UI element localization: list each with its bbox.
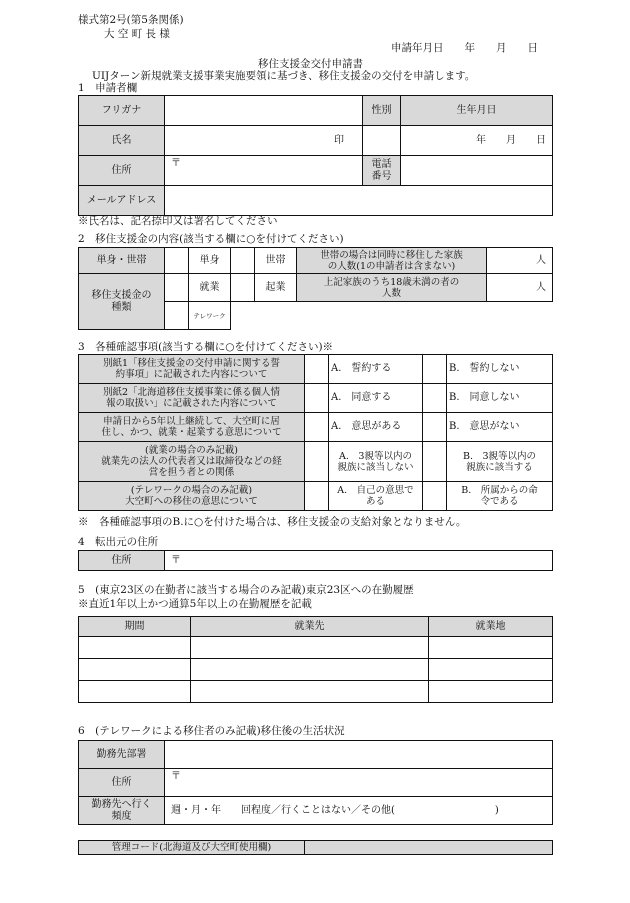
management-code-field[interactable] [305, 841, 553, 855]
confirmation-item: 別紙1「移住支援金の交付申請に関する誓 約事項」に記載された内容について [79, 355, 305, 384]
workplace-address-field[interactable] [165, 769, 553, 797]
option-a-check[interactable] [305, 413, 329, 442]
gender-label: 性別 [363, 96, 401, 126]
section5-subheading: ※直近1年以上かつ通算5年以上の在勤履歴を記載 [78, 598, 312, 610]
birthdate-value: 年 月 日 [476, 134, 546, 146]
person-unit: 人 [536, 281, 546, 293]
confirmation-row [79, 442, 553, 482]
confirmation-item: (テレワークの場合のみ記載) 大空町への移住の意思について [79, 482, 305, 511]
minors-count-field[interactable] [487, 274, 553, 302]
period-field[interactable] [79, 681, 191, 703]
address-field[interactable] [165, 156, 363, 186]
seal-mark: 印 [334, 134, 344, 146]
telework-label: テレワーク [189, 302, 231, 330]
employer-header: 就業先 [191, 617, 429, 637]
addressee: 大 空 町 長 様 [104, 28, 170, 40]
option-b-label: B. 誓約しない [447, 355, 553, 384]
telework-check[interactable] [165, 302, 189, 330]
work-location-header: 就業地 [429, 617, 553, 637]
option-b-check[interactable] [423, 413, 447, 442]
option-a-label: A. 同意する [329, 384, 423, 413]
confirmation-item: (就業の場合のみ記載) 就業先の法人の代表者又は取締役などの経 営を担う者との関係 [79, 442, 305, 482]
section3-note: ※ 各種確認事項のB.に○を付けた場合は、移住支援金の支給対象となりません。 [78, 516, 467, 528]
table-row [79, 637, 553, 659]
option-a-label: A. 意思がある [329, 413, 423, 442]
previous-address-label: 住所 [79, 551, 165, 571]
confirmation-item: 別紙2「北海道移住支援事業に係る個人情 報の取扱い」に記載された内容について [79, 384, 305, 413]
postal-mark: 〒 [171, 771, 181, 782]
birthdate-label: 生年月日 [401, 96, 553, 126]
support-type-label: 移住支援金の 種類 [79, 274, 165, 330]
previous-address-field[interactable] [165, 551, 553, 571]
telework-status-table [78, 740, 553, 825]
dept-label: 勤務先部署 [79, 741, 165, 769]
work-location-field[interactable] [429, 681, 553, 703]
confirmation-row [79, 355, 553, 384]
support-type-table [78, 247, 553, 330]
option-a-check[interactable] [305, 384, 329, 413]
email-field[interactable] [165, 186, 553, 216]
address-label: 住所 [79, 156, 165, 186]
household-count-field[interactable] [487, 248, 553, 274]
visit-frequency-field[interactable] [165, 797, 553, 825]
section2-heading: 2 移住支援金の内容(該当する欄に○を付けてください) [78, 233, 344, 245]
employer-field[interactable] [191, 659, 429, 681]
confirmation-row [79, 413, 553, 442]
work-location-field[interactable] [429, 637, 553, 659]
visit-frequency-options: 週・月・年 回程度／行くことはない／その他( ) [171, 804, 499, 816]
table-row [79, 659, 553, 681]
phone-label: 電話 番号 [363, 156, 401, 186]
workplace-address-label: 住所 [79, 769, 165, 797]
section4-heading: 4 転出元の住所 [78, 536, 159, 548]
single-check[interactable] [165, 248, 189, 274]
phone-field[interactable] [401, 156, 553, 186]
employment-label: 就業 [189, 274, 231, 302]
employment-check[interactable] [165, 274, 189, 302]
period-header: 期間 [79, 617, 191, 637]
name-label: 氏名 [79, 126, 165, 156]
section6-heading: 6 (テレワークによる移住者のみ記載)移住後の生活状況 [78, 725, 345, 737]
furigana-field[interactable] [165, 96, 363, 126]
application-date: 申請年月日 年 月 日 [391, 42, 538, 54]
option-b-label: B. 同意しない [447, 384, 553, 413]
option-a-check[interactable] [305, 355, 329, 384]
option-b-check[interactable] [423, 442, 447, 482]
furigana-label: フリガナ [79, 96, 165, 126]
birthdate-field[interactable] [401, 126, 553, 156]
option-b-label: B. 所属からの命 令である [447, 482, 553, 511]
startup-label: 起業 [255, 274, 297, 302]
option-a-check[interactable] [305, 442, 329, 482]
option-a-label: A. 自己の意思で ある [329, 482, 423, 511]
postal-mark: 〒 [171, 554, 181, 566]
option-a-check[interactable] [305, 482, 329, 511]
person-unit: 人 [536, 254, 546, 266]
household-check[interactable] [231, 248, 255, 274]
table-row [79, 681, 553, 703]
option-b-check[interactable] [423, 384, 447, 413]
option-b-label: B. 意思がない [447, 413, 553, 442]
form-number: 様式第2号(第5条関係) [78, 14, 184, 26]
option-b-check[interactable] [423, 482, 447, 511]
household-label: 世帯 [255, 248, 297, 274]
option-b-label: B. 3親等以内の 親族に該当する [447, 442, 553, 482]
section1-note: ※氏名は、記名捺印又は署名してください [78, 215, 278, 227]
tokyo-work-history-table [78, 616, 553, 703]
option-a-label: A. 誓約する [329, 355, 423, 384]
gender-field[interactable] [363, 126, 401, 156]
applicant-table [78, 95, 553, 216]
section1-heading: 1 申請者欄 [78, 82, 138, 94]
work-location-field[interactable] [429, 659, 553, 681]
employer-field[interactable] [191, 681, 429, 703]
single-label: 単身 [189, 248, 231, 274]
management-code-label: 管理コード(北海道及び大空町使用欄) [79, 841, 305, 855]
startup-check[interactable] [231, 274, 255, 302]
section5-heading: 5 (東京23区の在勤者に該当する場合のみ記載)東京23区への在勤履歴 [78, 584, 414, 596]
management-code-table [78, 840, 553, 855]
confirmation-row [79, 482, 553, 511]
form-title: 移住支援金交付申請書 [258, 58, 363, 70]
employer-field[interactable] [191, 637, 429, 659]
minors-count-label: 上記家族のうち18歳未満の者の 人数 [297, 274, 487, 302]
period-field[interactable] [79, 637, 191, 659]
option-b-check[interactable] [423, 355, 447, 384]
previous-address-table [78, 550, 553, 571]
email-label: メールアドレス [79, 186, 165, 216]
period-field[interactable] [79, 659, 191, 681]
name-field[interactable] [165, 126, 363, 156]
dept-field[interactable] [165, 741, 553, 769]
confirmation-table [78, 354, 553, 511]
intro-text: UIJターン新規就業支援事業実施要領に基づき、移住支援金の交付を申請します。 [92, 70, 476, 82]
visit-frequency-label: 勤務先へ行く 頻度 [79, 797, 165, 825]
confirmation-row [79, 384, 553, 413]
single-family-label: 単身・世帯 [79, 248, 165, 274]
confirmation-item: 申請日から5年以上継続して、大空町に居 住し、かつ、就業・起業する意思について [79, 413, 305, 442]
option-a-label: A. 3親等以内の 親族に該当しない [329, 442, 423, 482]
section3-heading: 3 各種確認事項(該当する欄に○を付けてください)※ [78, 341, 334, 353]
postal-mark: 〒 [171, 158, 181, 169]
household-count-label: 世帯の場合は同時に移住した家族 の人数(1の申請者は含まない) [297, 248, 487, 274]
